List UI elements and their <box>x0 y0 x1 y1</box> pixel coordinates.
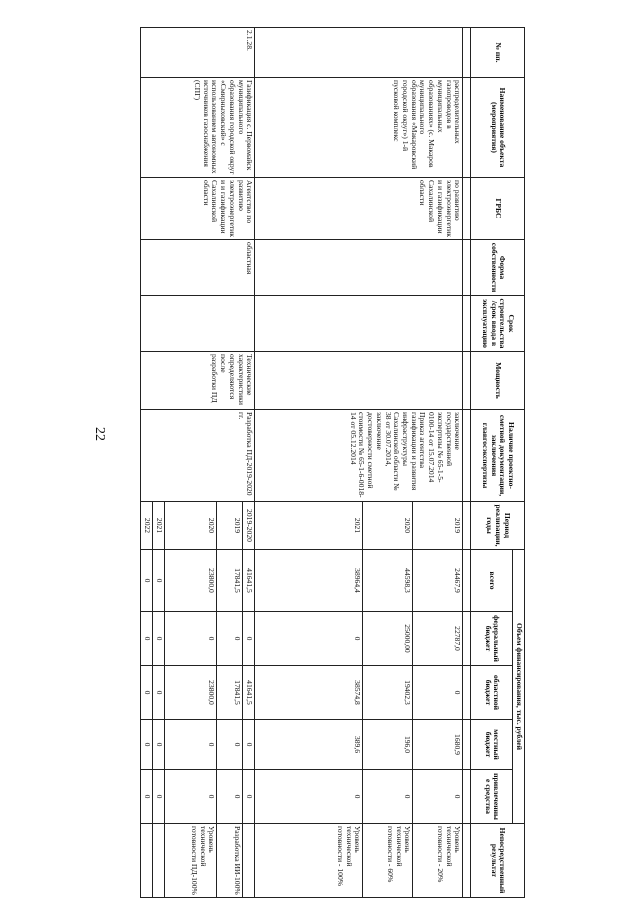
cell-grbs: по развитию электроэнергетики и газификации Сахалинской области <box>255 178 463 240</box>
cell-total: 41641,5 <box>243 550 255 612</box>
cell-local: 0 <box>153 720 165 770</box>
header-period: Период реализации, годы <box>471 502 525 550</box>
table-row <box>243 28 255 898</box>
header-total: всего <box>471 550 513 612</box>
table-row <box>463 28 471 898</box>
cell-result: Уровень технической готовности - 60% <box>363 824 413 898</box>
cell-federal: 0 <box>153 612 165 666</box>
header-docs: Наличие проектно-сметной документации, заключения главгосэкспертизы <box>471 410 525 502</box>
cell-total: 24467,9 <box>413 550 463 612</box>
cell-federal: 0 <box>165 612 217 666</box>
cell-num: 2.1.28. <box>141 28 255 78</box>
cell-local: 0 <box>243 720 255 770</box>
cell-attracted: 0 <box>243 770 255 824</box>
cell-total: 0 <box>153 550 165 612</box>
cell-name: распределительных газопроводов в муниципальных образованиях» (с. Макаров муниципального образования «Макаровский городской округ») 1-й пусковой комплекс <box>255 78 463 178</box>
header-regional: областной бюджет <box>471 666 513 720</box>
cell-result <box>141 824 153 898</box>
cell-name: Газификация с. Первомайск муниципального образования городской округ «Смирныховский» с использованием автономных источников газоснабжения (СПГ) <box>141 78 255 178</box>
cell-result: Уровень технической готовности - 20% <box>413 824 463 898</box>
header-power: Мощность <box>471 352 525 410</box>
header-local: местный бюджет <box>471 720 513 770</box>
cell-regional: 19402,3 <box>363 666 413 720</box>
cell-docs: Разработка ПД-2019-2020 гг. <box>141 410 255 502</box>
cell-total: 23800,0 <box>165 550 217 612</box>
header-form: Форма собственности <box>471 240 525 296</box>
cell-local: 0 <box>165 720 217 770</box>
cell-attracted: 0 <box>141 770 153 824</box>
cell-federal: 25000,00 <box>363 612 413 666</box>
header-term: Срок строительства/срок ввода в эксплуатацию <box>471 296 525 352</box>
cell-power: Технические характеристики определяются после разработки ПД <box>141 352 255 410</box>
cell-period: 2020 <box>363 502 413 550</box>
cell-regional: 41641,5 <box>243 666 255 720</box>
cell-period: 2021 <box>255 502 363 550</box>
cell-power <box>255 352 463 410</box>
cell-form <box>255 240 463 296</box>
header-grbs: ГРБС <box>471 178 525 240</box>
cell-local: 389,6 <box>255 720 363 770</box>
table-header <box>471 28 525 898</box>
header-name: Наименование объекта (мероприятия) <box>471 78 525 178</box>
page-number: 22 <box>92 427 107 441</box>
header-num: № пп. <box>471 28 525 78</box>
cell-attracted: 0 <box>217 770 243 824</box>
cell-local: 0 <box>217 720 243 770</box>
table-container <box>115 27 525 895</box>
cell-attracted: 0 <box>165 770 217 824</box>
cell-total: 38964,4 <box>255 550 363 612</box>
cell-regional: 0 <box>141 666 153 720</box>
cell-federal: 0 <box>255 612 363 666</box>
cell-form: областная <box>141 240 255 296</box>
cell-period: 2021 <box>153 502 165 550</box>
header-result: Непосредственный результат <box>471 824 525 898</box>
cell-attracted: 0 <box>153 770 165 824</box>
cell-regional: 0 <box>153 666 165 720</box>
cell-grbs: Агентство по развитию электроэнергетики и газификации Сахалинской области <box>141 178 255 240</box>
cell-federal: 0 <box>217 612 243 666</box>
cell-term <box>255 296 463 352</box>
cell-result <box>153 824 165 898</box>
cell-federal: 22787,0 <box>413 612 463 666</box>
cell-docs: заключение государственной экспертизы № 65-1-5-0100-14 от 15.07.2014 Приказ агентства газификации и развития инфраструктуры Сахалинской области № 38 от 30.07.2014, заключение достоверности сметной стоимости № 65-1-6-0018-14 от 05.12.2014 <box>255 410 463 502</box>
cell-total: 44598,3 <box>363 550 413 612</box>
cell-num <box>255 28 463 78</box>
cell-regional: 0 <box>413 666 463 720</box>
cell-result: Разработка ИИ-100% <box>217 824 243 898</box>
header-attracted: привлеченные средства <box>471 770 513 824</box>
cell-period: 2019 <box>413 502 463 550</box>
cell-period: 2022 <box>141 502 153 550</box>
table-row <box>413 28 463 898</box>
cell-attracted: 0 <box>363 770 413 824</box>
cell-regional: 23800,0 <box>165 666 217 720</box>
cell-result <box>243 824 255 898</box>
cell-term <box>141 296 255 352</box>
cell-period: 2019 <box>217 502 243 550</box>
cell-total: 0 <box>141 550 153 612</box>
cell-result: Уровень технической готовности - 100% <box>255 824 363 898</box>
cell-local: 0 <box>141 720 153 770</box>
header-funding: Объем финансирования, тыс. рублей <box>513 550 525 824</box>
cell-federal: 0 <box>243 612 255 666</box>
cell-local: 1680,9 <box>413 720 463 770</box>
financing-table <box>140 27 525 898</box>
cell-period: 2020 <box>165 502 217 550</box>
header-federal: федеральный бюджет <box>471 612 513 666</box>
cell-regional: 17841,5 <box>217 666 243 720</box>
cell-federal: 0 <box>141 612 153 666</box>
cell-result: Уровень технической готовности ПД-100% <box>165 824 217 898</box>
cell-local: 196,0 <box>363 720 413 770</box>
cell-total: 17841,5 <box>217 550 243 612</box>
cell-period: 2019-2020 <box>243 502 255 550</box>
cell-regional: 38574,8 <box>255 666 363 720</box>
cell-attracted: 0 <box>255 770 363 824</box>
cell-attracted: 0 <box>413 770 463 824</box>
